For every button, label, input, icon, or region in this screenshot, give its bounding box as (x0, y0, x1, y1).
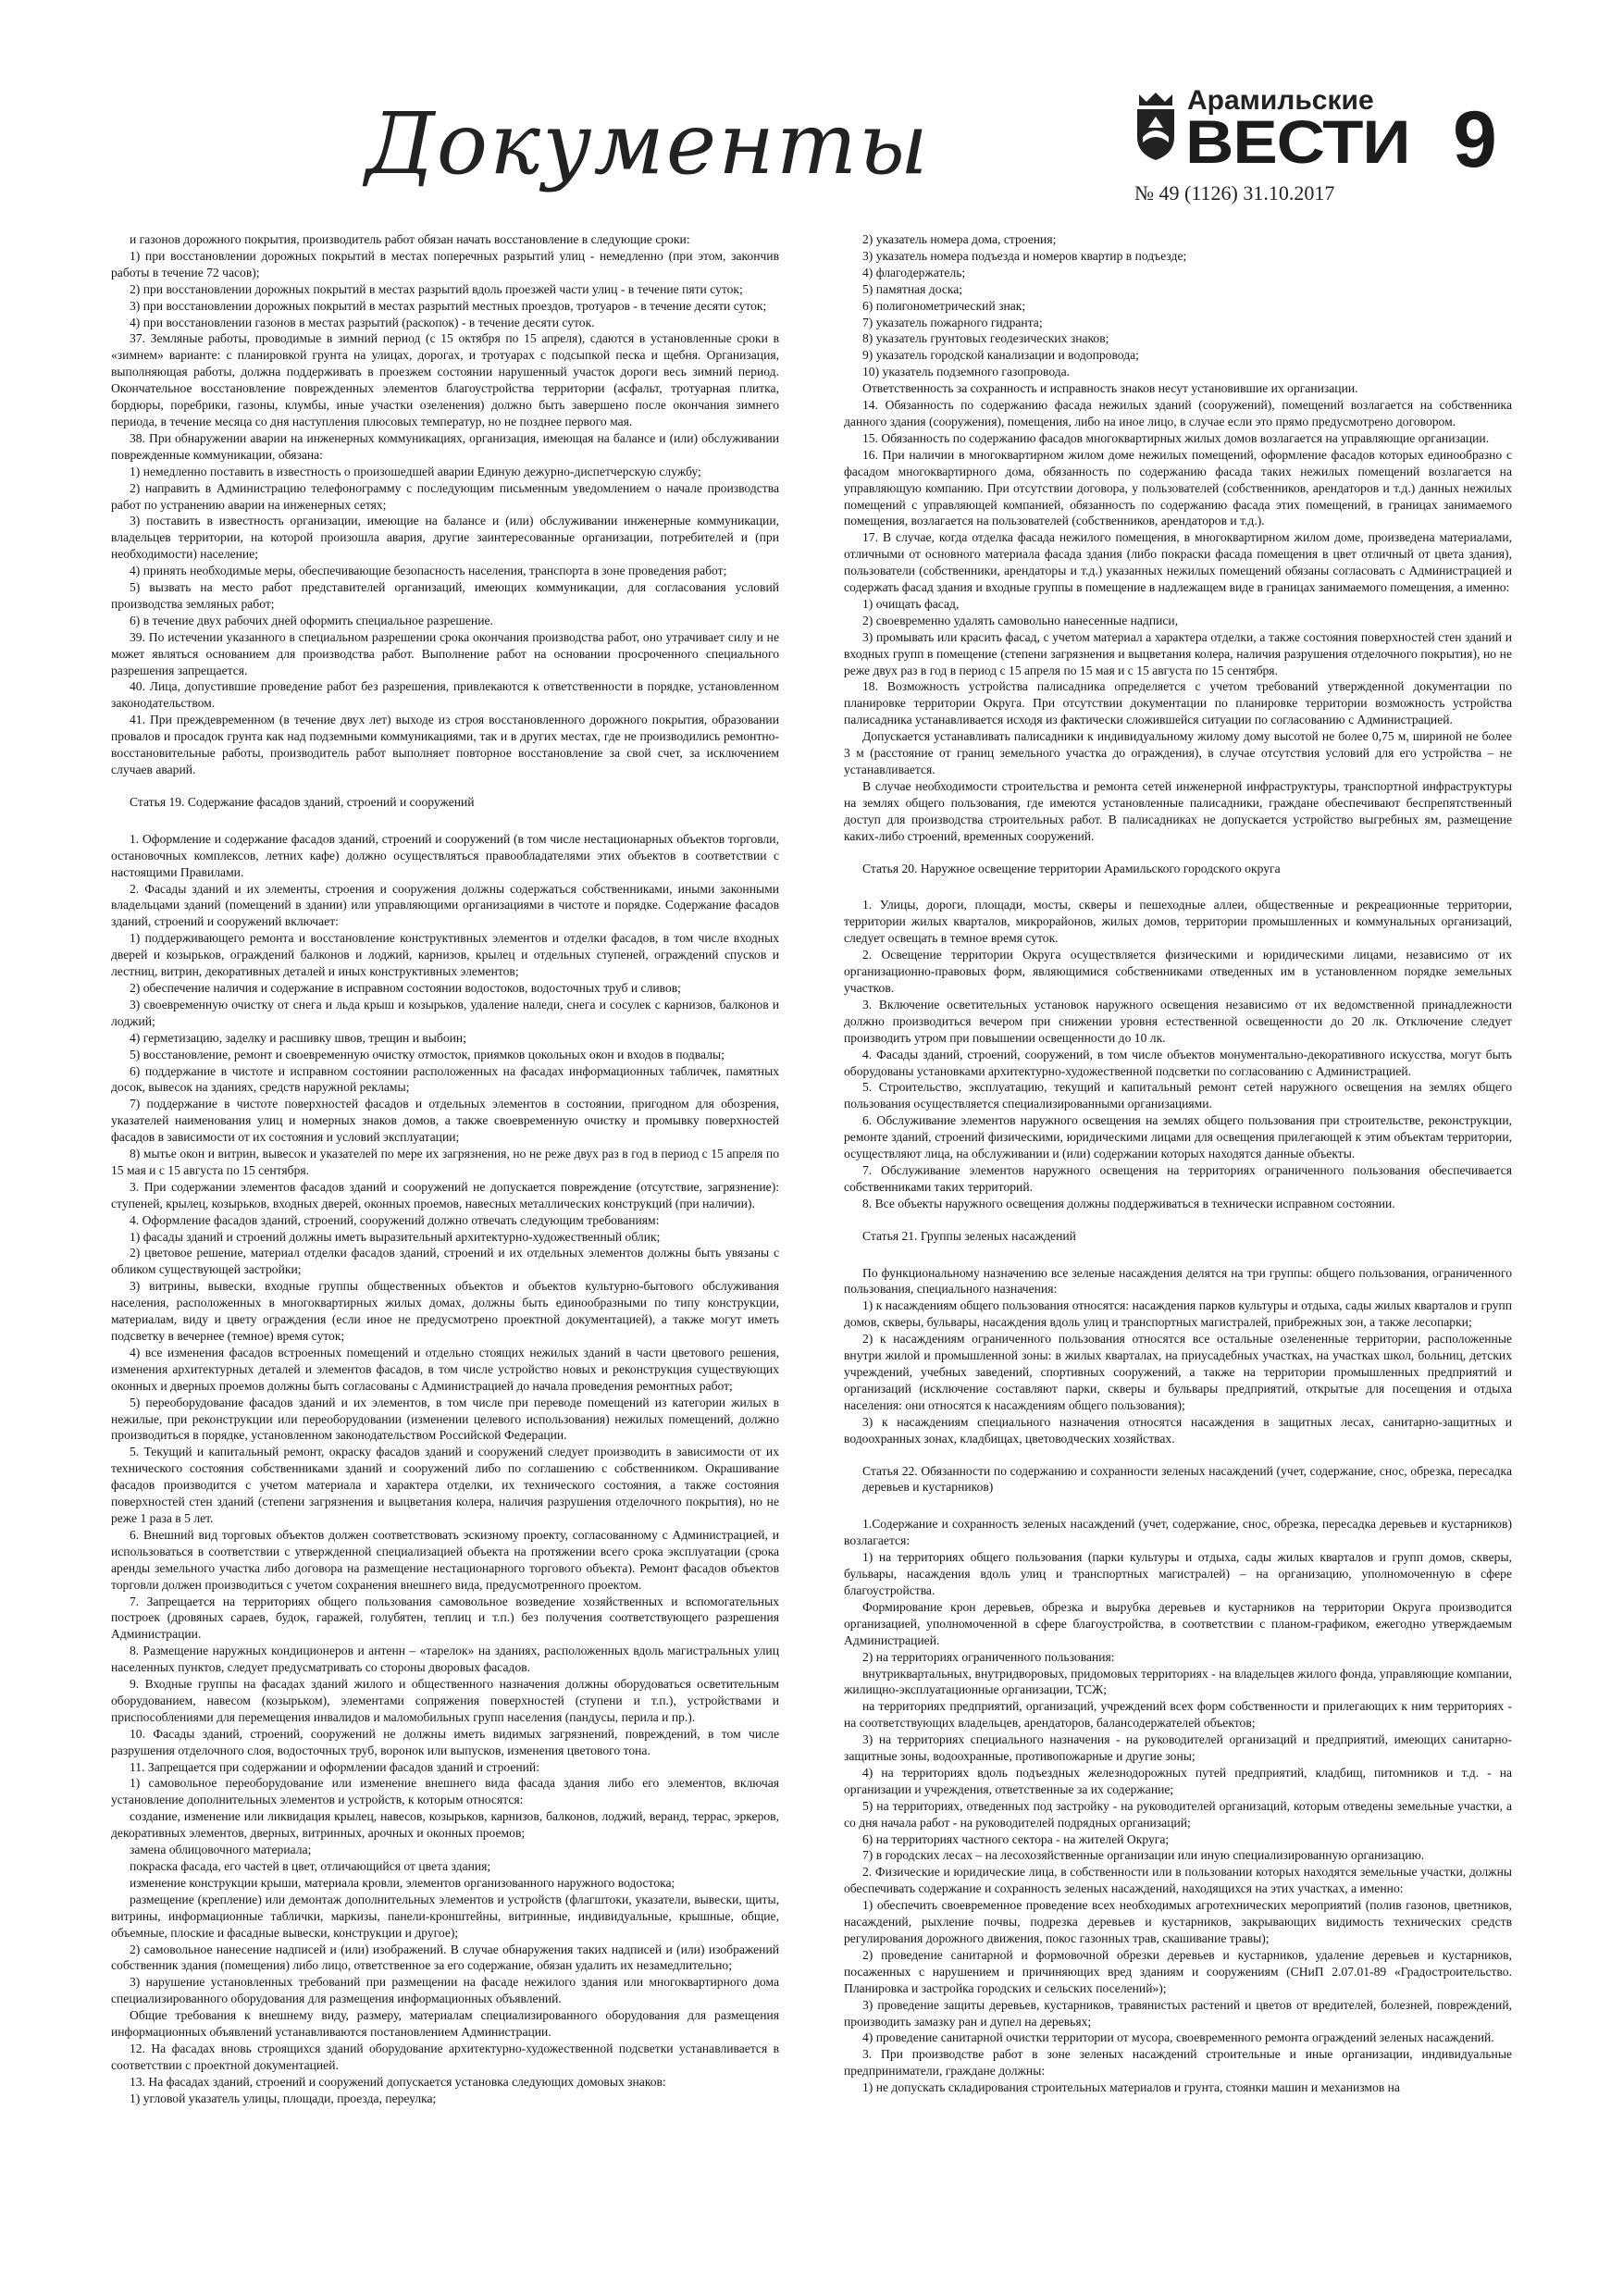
paragraph: 3. При производстве работ в зоне зеленых насаждений строительные и иные организации, индивидуальные предприниматели, граждане должны: (844, 2047, 1512, 2079)
paragraph: 9. Входные группы на фасадах зданий жилого и общественного назначения должны оборудоваться осветительным оборудованием, навесом (козырьком), элементами сопряжения поверхностей (ступени и т.п.), устройствами и приспособлениями для перемещения инвалидов и маломобильных групп населения (пандусы, перила и пр.). (111, 1677, 779, 1724)
paragraph: 4) все изменения фасадов встроенных помещений и отдельно стоящих нежилых зданий в части цветового решения, изменения архитектурных деталей и элементов фасадов, в том числе устройство новых и реконструкция существующих оконных и дверных проемов должны быть согласованы с Администрацией до начала проведения ремонтных работ; (111, 1345, 779, 1393)
paragraph: 5) памятная доска; (862, 281, 963, 296)
paragraph: 3) нарушение установленных требований при размещении на фасаде нежилого здания или многоквартирного дома специализированного оборудования для размещения информационных объявлений. (111, 1975, 779, 2006)
paragraph: 1. Улицы, дороги, площади, мосты, скверы и пешеходные аллеи, общественные и рекреационные территории, территории жилых кварталов, микрорайонов, жилых домов, территории промышленных и коммунальных организаций, следует освещать в темное время суток. (844, 898, 1512, 946)
paragraph: 6) на территориях частного сектора - на жителей Округа; (862, 1831, 1170, 1846)
paragraph: 3) проведение защиты деревьев, кустарников, травянистых растений и цветов от вредителей, болезней, повреждений, производить замазку ран и дупел на деревьях; (844, 1997, 1512, 2029)
paragraph: 10. Фасады зданий, строений, сооружений не должны иметь видимых загрязнений, повреждений, в том числе разрушения отделочного слоя, водосточных труб, воронок или выпусков, изменения цветового тона. (111, 1726, 779, 1757)
paragraph: внутриквартальных, внутридворовых, придомовых территориях - на владельцев жилого фонда, управляющие компании, жилищно-эксплуатационные организации, ТСЖ; (844, 1666, 1512, 1697)
paragraph: 11. Запрещается при содержании и оформлении фасадов зданий и строений: (130, 1759, 539, 1774)
paragraph: 1) немедленно поставить в известность о произошедшей аварии Единую дежурно-диспетчерскую службу; (130, 464, 701, 478)
paragraph: 5) восстановление, ремонт и своевременную очистку отмосток, приямков цокольных окон и входов в подвалы; (130, 1047, 725, 1061)
page-number: 9 (1453, 95, 1497, 184)
section-title: Документы (365, 94, 930, 193)
paragraph: 4. Оформление фасадов зданий, строений, сооружений должно отвечать следующим требованиям: (130, 1212, 660, 1227)
paragraph: 7) указатель пожарного гидранта; (862, 315, 1043, 329)
paragraph: Допускается устанавливать палисадники к индивидуальному жилому дому высотой не более 0,75 м, шириной не более 3 м (расстояние от границ земельного участка до ограждения), в случае отсутствия условий для его устройства – не устанавливается. (844, 729, 1512, 776)
paragraph: 2. Физические и юридические лица, в собственности или в пользовании которых находятся земельные участки, должны обеспечивать содержание и сохранность зеленых насаждений, находящихся на этих участках, а именно: (844, 1865, 1512, 1896)
issue-info: № 49 (1126) 31.10.2017 (1134, 181, 1335, 205)
paragraph: 5) на территориях, отведенных под застройку - на руководителей организаций, которым отведены земельные участки, а со дня начала работ - на руководителей подрядных организаций; (844, 1798, 1512, 1830)
paragraph: 4) герметизацию, заделку и расшивку швов, трещин и выбоин; (130, 1030, 466, 1045)
paragraph: 2) указатель номера дома, строения; (862, 232, 1057, 246)
paragraph: 3) при восстановлении дорожных покрытий в местах разрытий местных проездов, тротуаров - в течение десяти суток; (130, 298, 767, 313)
paragraph: 37. Земляные работы, проводимые в зимний период (с 15 октября по 15 апреля), сдаются в установленные сроки в «зимнем» варианте: с планировкой грунта на улицах, дорогах, и тротуарах с подсыпкой песка и щебня. Организация, выполняющая работы, должна поддерживать в проезжем состоянии нарушенный участок дороги весь зимний период. Окончательное восстановление поврежденных элементов благоустройства территории (асфальт, тротуарная плитка, бордюры, поребрики, газоны, клумбы, иные участки озеленения) должно быть завершено после окончания зимнего периода, в течение месяца со дня наступления плюсовых температур, но не позднее первого мая. (111, 331, 779, 428)
paragraph: и газонов дорожного покрытия, производитель работ обязан начать восстановление в следующие сроки: (130, 232, 690, 246)
paragraph: 13. На фасадах зданий, строений и сооружений допускается установка следующих домовых знаков: (130, 2074, 666, 2089)
paragraph: 3) к насаждениям специального назначения относятся насаждения в защитных лесах, санитарно-защитных и водоохранных зонах, кладбищах, цветоводческих хозяйствах. (844, 1414, 1512, 1446)
paragraph: 2) к насаждениям ограниченного пользования относятся все остальные озелененные территории, расположенные внутри жилой и промышленной зоны: в жилых кварталах, на приусадебных участках, на участках школ, больниц, детских учреждений, учебных заведений, спортивных сооружений, а также на территории промышленных предприятий и организаций (исключение составляют парки, скверы и бульвары предприятий, открытые для посещения и отдыха населения: они относятся к насаждениям общего пользования); (844, 1332, 1512, 1412)
paragraph: 3. При содержании элементов фасадов зданий и сооружений не допускается повреждение (отсутствие, загрязнение): ступеней, крылец, козырьков, входных дверей, оконных проемов, навесных металлических конструкций (при наличии). (111, 1179, 779, 1210)
paragraph: создание, изменение или ликвидация крылец, навесов, козырьков, карнизов, балконов, лоджий, веранд, террас, эркеров, декоративных элементов, дверных, витринных, арочных и оконных проемов; (111, 1809, 779, 1841)
paragraph: 7. Запрещается на территориях общего пользования самовольное возведение хозяйственных и вспомогательных построек (дровяных сараев, будок, гаражей, голубятен, теплиц и т.п.) без получения соответствующего разрешения Администрации. (111, 1594, 779, 1642)
paragraph: 12. На фасадах вновь строящихся зданий оборудование архитектурно-художественной подсветки устанавливается в соответствии с проектной документацией. (111, 2041, 779, 2072)
article-heading: Статья 21. Группы зеленых насаждений (862, 1228, 1076, 1243)
paragraph: 2) цветовое решение, материал отделки фасадов зданий, строений и их отдельных элементов должны быть увязаны с обликом существующей застройки; (111, 1246, 779, 1277)
paragraph: 6) в течение двух рабочих дней оформить специальное разрешение. (130, 613, 493, 627)
paragraph: 8) мытье окон и витрин, вывесок и указателей по мере их загрязнения, но не реже двух раз в год в период с 15 апреля по 15 мая и с 15 августа по 15 сентября. (111, 1147, 779, 1177)
paragraph: 4) проведение санитарной очистки территории от мусора, своевременного ремонта ограждений зеленых насаждений. (862, 2030, 1494, 2045)
brand-main: ВЕСТИ (1185, 107, 1410, 176)
article-heading: Статья 20. Наружное освещение территории Арамильского городского округа (862, 861, 1281, 875)
article-columns (111, 231, 1512, 2277)
paragraph: 1) обеспечить своевременное проведение всех необходимых агротехнических мероприятий (полив газонов, цветников, насаждений, рыхление почвы, подрезка деревьев и кустарников, закрывающих видимость технических средств регулирования дорожного движения, покос газонных трав, скашивание травы); (844, 1898, 1512, 1945)
coat-of-arms-icon (1134, 91, 1178, 161)
paragraph: 1) на территориях общего пользования (парки культуры и отдыха, сады жилых кварталов и групп домов, скверы, бульвары, насаждения вдоль улиц и транспортных магистралей) – на организацию, уполномоченную в сфере благоустройства. (844, 1550, 1512, 1597)
paragraph: 6) поддержание в чистоте и исправном состоянии расположенных на фасадах информационных табличек, памятных досок, вывесок на зданиях, средств наружной рекламы; (111, 1063, 779, 1095)
paragraph: 4. Фасады зданий, строений, сооружений, в том числе объектов монументально-декоративного искусства, могут быть оборудованы установками архитектурно-художественной подсветки по согласованию с Администрацией. (844, 1047, 1512, 1078)
paragraph: 1) к насаждениям общего пользования относятся: насаждения парков культуры и отдыха, сады жилых кварталов и групп домов, скверы, бульвары, насаждения вдоль улиц и транспортных магистралей, прибрежных зон, а также лесопарки; (844, 1298, 1512, 1330)
paragraph: на территориях предприятий, организаций, учреждений всех форм собственности и прилегающих к ним территориях - на соответствующих владельцев, арендаторов, балансодержателей объектов; (844, 1699, 1512, 1731)
paragraph: 1.Содержание и сохранность зеленых насаждений (учет, содержание, снос, обрезка, пересадка деревьев и кустарников) возлагается: (844, 1517, 1512, 1548)
paragraph: Общие требования к внешнему виду, размеру, материалам специализированного оборудования для размещения информационных объявлений устанавливаются постановлением Администрации. (111, 2008, 779, 2040)
paragraph: 2) направить в Администрацию телефонограмму с последующим письменным уведомлением о начале производства работ по устранению аварии на инженерных сетях; (111, 480, 779, 512)
paragraph: 1) самовольное переоборудование или изменение внешнего вида фасада здания либо его элементов, включая установление дополнительных элементов и устройств, к которым относятся: (111, 1776, 779, 1807)
paragraph: 5. Текущий и капитальный ремонт, окраску фасадов зданий и сооружений следует производить в зависимости от их технического состояния собственниками зданий и сооружений либо по соглашению с собственником. Окрашивание фасадов производится с учетом материала и характера отделки, их технического состояния, а также состояния поверхностей стен зданий (степени загрязнения и выцветания колера, наличия разрушения отделочного покрытия), но не реже 1 раза в 5 лет. (111, 1445, 779, 1525)
paragraph: 3) на территориях специального назначения - на руководителей организаций и предприятий, имеющих санитарно-защитные зоны, водоохранные, противопожарные и другие зоны; (844, 1732, 1512, 1764)
paragraph: 40. Лица, допустившие проведение работ без разрешения, привлекаются к ответственности в порядке, установленном законодательством. (111, 679, 779, 711)
paragraph: 2. Фасады зданий и их элементы, строения и сооружения должны содержаться собственниками, иными законными владельцами зданий (помещений в здании) или управляющими организациями в чистоте и порядке. Содержание фасадов зданий, строений и сооружений включает: (111, 881, 779, 929)
paragraph: 5) вызвать на место работ представителей организаций, имеющих коммуникации, для согласования условий производства земляных работ; (111, 580, 779, 611)
paragraph: 38. При обнаружении аварии на инженерных коммуникациях, организация, имеющая на балансе и (или) обслуживании поврежденные коммуникации, обязана: (111, 430, 779, 462)
paragraph: 1. Оформление и содержание фасадов зданий, строений и сооружений (в том числе нестационарных объектов торговли, остановочных комплексов, летних кафе) должно осуществляться правообладателями этих объектов в соответствии с настоящими Правилами. (111, 831, 779, 879)
article-heading: Статья 19. Содержание фасадов зданий, строений и сооружений (130, 794, 475, 809)
paragraph: 6. Внешний вид торговых объектов должен соответствовать эскизному проекту, согласованному с Администрацией, и использоваться в соответствии с утвержденной специализацией объекта на протяжении всего срока эксплуатации (срока аренды земельного участка либо договора на размещение нестационарного торгового объекта). Ремонт фасадов объектов торговли должен производиться с учетом сохранения внешнего вида, предусмотренного проектом. (111, 1527, 779, 1592)
left-column (111, 231, 779, 2277)
paragraph: 5) переоборудование фасадов зданий и их элементов, в том числе при переводе помещений из категории жилых в нежилые, при реконструкции или переоборудовании (изменении целевого использования) нежилых помещений, должно производиться в порядке, установленном законодательством Российской Федерации. (111, 1395, 779, 1443)
paragraph: По функциональному назначению все зеленые насаждения делятся на три группы: общего пользования, ограниченного пользования, специального назначения: (844, 1265, 1512, 1297)
paragraph: Формирование крон деревьев, обрезка и вырубка деревьев и кустарников на территории Округа производится организацией, уполномоченной в сфере благоустройства, в соответствии с планом-графиком, ежегодно утверждаемым Администрацией. (844, 1599, 1512, 1647)
paragraph: 16. При наличии в многоквартирном жилом доме нежилых помещений, оформление фасадов которых единообразно с фасадом многоквартирного дома, обязанность по содержанию фасада таких нежилых помещений возлагается на управляющую компанию. При отсутствии договора, у пользователей (собственников, арендаторов и т.д.) данных нежилых помещений с управляющей компанией, обязанность по содержанию фасада этих помещений, в границах занимаемого помещения, возлагается на пользователей (собственников, арендаторов и т.д.). (844, 447, 1512, 528)
paragraph: В случае необходимости строительства и ремонта сетей инженерной инфраструктуры, транспортной инфраструктуры на землях общего пользования, где имеются установленные палисадники, граждане обеспечивают беспрепятственный доступ для производства строительных работ. В палисадниках не допускается устройство выгребных ям, размещение каких-либо строений, временных сооружений. (844, 778, 1512, 843)
paragraph: 4) на территориях вдоль подъездных железнодорожных путей предприятий, кладбищ, питомников и т.д. - на организации и учреждения, ответственные за их содержание; (844, 1765, 1512, 1796)
paragraph: 41. При преждевременном (в течение двух лет) выходе из строя восстановленного дорожного покрытия, образовании провалов и просадок грунта как над подземными коммуникациями, так и в других местах, где не производились ремонтно-восстановительные работы, производитель работ выполняет повторное восстановление за свой счет, за исключением случаев аварий. (111, 713, 779, 776)
paragraph: 1) при восстановлении дорожных покрытий в местах поперечных разрытий улиц - немедленно (при этом, закончив работы в течение 72 часов); (111, 248, 779, 279)
paragraph: 9) указатель городской канализации и водопровода; (862, 348, 1139, 363)
paragraph: 2) при восстановлении дорожных покрытий в местах разрытий вдоль проезжей части улиц - в течение пяти суток; (130, 281, 743, 296)
paragraph: 3) своевременную очистку от снега и льда крыш и козырьков, удаление наледи, снега и сосулек с карнизов, балконов и лоджий; (111, 997, 779, 1028)
paragraph: изменение конструкции крыши, материала кровли, элементов организованного наружного водостока; (130, 1875, 675, 1890)
paragraph: 8. Все объекты наружного освещения должны поддерживаться в технически исправном состоянии. (862, 1196, 1395, 1210)
paragraph: 1) поддерживающего ремонта и восстановление конструктивных элементов и отделки фасадов, в том числе входных дверей и козырьков, ограждений балконов и лоджий, карнизов, крылец и отдельных ступеней, ограждений спусков и лестниц, витрин, декоративных деталей и иных конструктивных элементов; (111, 931, 779, 979)
paragraph: 15. Обязанность по содержанию фасадов многоквартирных жилых домов возлагается на управляющие организации. (862, 430, 1490, 445)
brand-top: Арамильские (1187, 85, 1374, 116)
paragraph: 1) фасады зданий и строений должны иметь выразительный архитектурно-художественный облик; (130, 1229, 661, 1244)
paragraph: Ответственность за сохранность и исправность знаков несут установившие их организации. (862, 381, 1358, 396)
paragraph: 4) при восстановлении газонов в местах разрытий (раскопок) - в течение десяти суток. (130, 315, 595, 329)
paragraph: 3) указатель номера подъезда и номеров квартир в подъезде; (862, 248, 1187, 263)
paragraph: 2) на территориях ограниченного пользования: (862, 1649, 1115, 1664)
paragraph: 2. Освещение территории Округа осуществляется физическими и юридическими лицами, независимо от их организационно-правовых форм, являющимися собственниками отведенных им в установленном порядке земельных участков. (844, 948, 1512, 995)
right-column (844, 231, 1512, 2277)
paragraph: замена облицовочного материала; (130, 1843, 312, 1857)
paragraph: размещение (крепление) или демонтаж дополнительных элементов и устройств (флагштоки, указатели, вывески, щиты, витрины, информационные таблички, маркизы, панели-кронштейны, витринные, индивидуальные, крышные, общие, объемные, плоские и фасадные вывески, конструкции и другое); (111, 1892, 779, 1940)
paragraph: 1) не допускать складирования строительных материалов и грунта, стоянки машин и механизмов на (862, 2080, 1400, 2095)
page-header (0, 0, 1623, 227)
paragraph: 7) поддержание в чистоте поверхностей фасадов и отдельных элементов в состоянии, пригодном для обозрения, указателей наименования улиц и номерных знаков домов, а также своевременную очистку и промывку поверхностей фасадов в зависимости от их состояния и условий эксплуатации; (111, 1097, 779, 1145)
paragraph: 4) флагодержатель; (862, 265, 966, 279)
paragraph: 7) в городских лесах – на лесохозяйственные организации или иную специализированную организацию. (862, 1848, 1425, 1863)
paragraph: 14. Обязанность по содержанию фасада нежилых зданий (сооружений), помещений возлагается на собственника данного здания (сооружения), помещения, либо на иное лицо, в случае если это прямо предусмотрено договором. (844, 398, 1512, 428)
paragraph: 1) очищать фасад, (862, 596, 960, 611)
paragraph: 1) угловой указатель улицы, площади, проезда, переулка; (130, 2091, 437, 2105)
paragraph: 39. По истечении указанного в специальном разрешении срока окончания производства работ, оно утрачивает силу и не может являться основанием для производства работ. Выполнение работ на основании просроченного специального разрешения запрещается. (111, 629, 779, 677)
paragraph: 2) самовольное нанесение надписей и (или) изображений. В случае обнаружения таких надписей и (или) изображений собственник здания (помещения) либо лицо, ответственное за его содержание, обязан удалить их незамедлительно; (111, 1942, 779, 1973)
newspaper-logo (1134, 83, 1410, 180)
paragraph: 8. Размещение наружных кондиционеров и антенн – «тарелок» на зданиях, расположенных вдоль магистральных улиц населенных пунктов, следует предусматривать со стороны дворовых фасадов. (111, 1644, 779, 1675)
paragraph: 3) поставить в известность организации, имеющие на балансе и (или) обслуживании инженерные коммуникации, владельцев территории, на которой произошла авария, другие заинтересованные организации, потребителей и (при необходимости) население; (111, 514, 779, 562)
paragraph: 7. Обслуживание элементов наружного освещения на территориях ограниченного пользования обеспечивается собственниками таких территорий. (844, 1162, 1512, 1194)
paragraph: 10) указатель подземного газопровода. (862, 365, 1071, 379)
paragraph: 5. Строительство, эксплуатацию, текущий и капитальный ремонт сетей наружного освещения на землях общего пользования осуществляется специализированными организациями. (844, 1080, 1512, 1111)
paragraph: 3. Включение осветительных установок наружного освещения независимо от их ведомственной принадлежности должно производиться вечером при снижении уровня естественной освещенности до 20 лк. Отключение следует производить утром при повышении освещенности до 10 лк. (844, 997, 1512, 1045)
paragraph: 17. В случае, когда отделка фасада нежилого помещения, в многоквартирном жилом доме, произведена материалами, отличными от основного материала фасада здания (либо покраски фасада помещения в цвет отличный от цвета здания), пользователи (собственники, арендаторы и т.д.) указанных нежилых помещений обязаны согласовать с Администрацией и содержать фасад здания и входные группы в помещение в надлежащем виде в границах занимаемого помещения, а именно: (844, 530, 1512, 595)
paragraph: 2) обеспечение наличия и содержание в исправном состоянии водостоков, водосточных труб и сливов; (130, 980, 681, 995)
paragraph: покраска фасада, его частей в цвет, отличающийся от цвета здания; (130, 1859, 491, 1873)
paragraph: 18. Возможность устройства палисадника определяется с учетом требований утвержденной документации по планировке территории Округа. При отсутствии документации по планировке территории возможность устройства палисадника устанавливается исходя из фактически сложившейся ситуации по согласованию с Администрацией. (844, 679, 1512, 727)
paragraph: 3) промывать или красить фасад, с учетом материал а характера отделки, а также состояния поверхностей стен зданий и входных групп в помещение (степени загрязнения и выцветания колера, наличия разрушения отделочного покрытия), но не реже двух раз в год в период с 15 апреля по 15 мая и с 15 августа по 15 сентября. (844, 629, 1512, 677)
paragraph: 3) витрины, вывески, входные группы общественных объектов и объектов культурно-бытового обслуживания населения, расположенных в многоквартирных жилых домах, должны быть единообразными по типу конструкции, материалам, виду и цвету ограждения (если иное не предусмотрено проектной документацией), а также могут иметь подсветку в вечернее (темное) время суток; (111, 1279, 779, 1343)
paragraph: 4) принять необходимые меры, обеспечивающие безопасность населения, транспорта в зоне проведения работ; (130, 564, 727, 578)
article-heading: Статья 22. Обязанности по содержанию и сохранности зеленых насаждений (учет, содержание, снос, обрезка, пересадка деревьев и кустарников) (862, 1463, 1512, 1495)
paragraph: 2) своевременно удалять самовольно нанесенные надписи, (862, 613, 1179, 627)
paragraph: 6) полигонометрический знак; (862, 298, 1026, 313)
paragraph: 2) проведение санитарной и формовочной обрезки деревьев и кустарников, удаление деревьев и кустарников, посаженных с нарушением и причиняющих вред зданиям и сооружениям (СНиП 2.07.01-89 «Градостроительство. Планировка и застройка городских и сельских поселений»); (844, 1947, 1512, 1995)
paragraph: 6. Обслуживание элементов наружного освещения на землях общего пользования при строительстве, реконструкции, ремонте зданий, строений физическими, юридическими лицами для освещения прилегающей к этим объектам территории, осуществляют лица, на обслуживании и (или) содержании которых находятся данные объекты. (844, 1113, 1512, 1161)
paragraph: 8) указатель грунтовых геодезических знаков; (862, 331, 1109, 346)
